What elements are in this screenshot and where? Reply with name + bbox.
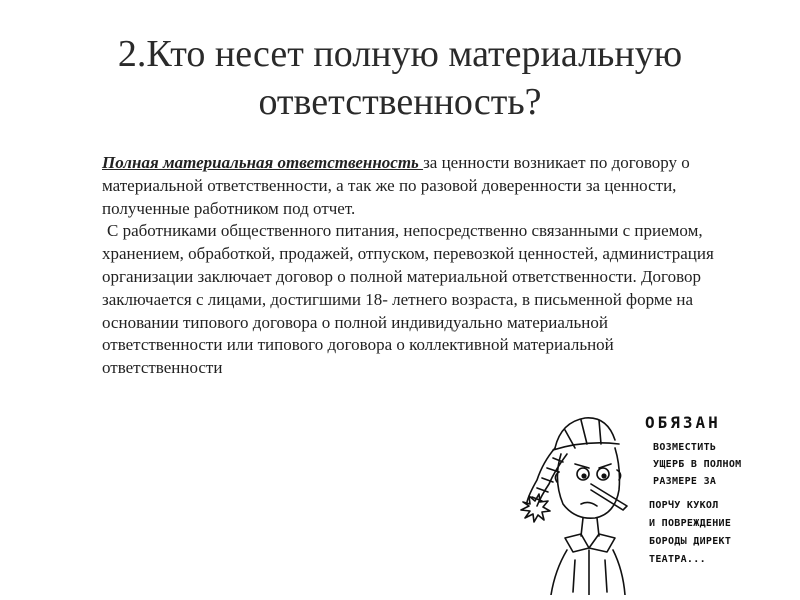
paragraph-2: С работниками общественного питания, непосредственно связанными с приемом, хранением, обработкой, продажей, отпуском, перевозкой ценностей, администрация организации заключает договор о полной материальной ответственности. Договор заключается с лицами, достигшими 18- летнего возраста, в письменной форме на основании типового договора о полной индивидуально материальной ответственности или типового договора о коллективной материальной ответственности — [102, 221, 714, 378]
title-line-1: 2.Кто несет полную материальную — [117, 33, 683, 75]
caption-line-8: ТЕАТРА... — [649, 554, 706, 565]
title-line-2: ответственность? — [258, 81, 542, 123]
slide-title — [0, 30, 800, 126]
caption-line-2: ВОЗМЕСТИТЬ — [653, 442, 717, 453]
paragraph-1 — [80, 152, 720, 220]
caption-line-4: РАЗМЕРЕ ЗА — [653, 476, 717, 487]
body-text — [80, 152, 720, 380]
caption-line-6: И ПОВРЕЖДЕНИЕ — [649, 518, 732, 529]
caption-line-5: ПОРЧУ КУКОЛ — [649, 500, 719, 511]
caption-line-1: ОБЯЗАН — [645, 413, 721, 432]
paragraph-1-text: за ценности возникает по договору о материальной ответственности, а так же по разовой доверенности за ценности, полученные работником под отчет. — [102, 153, 690, 218]
cartoon-illustration — [515, 410, 790, 595]
pinocchio-drawing — [515, 410, 790, 595]
lead-term: Полная материальная ответственность — [102, 153, 424, 172]
caption-line-3: УЩЕРБ В ПОЛНОМ — [653, 459, 742, 470]
caption-line-7: БОРОДЫ ДИРЕКТ — [649, 536, 732, 547]
